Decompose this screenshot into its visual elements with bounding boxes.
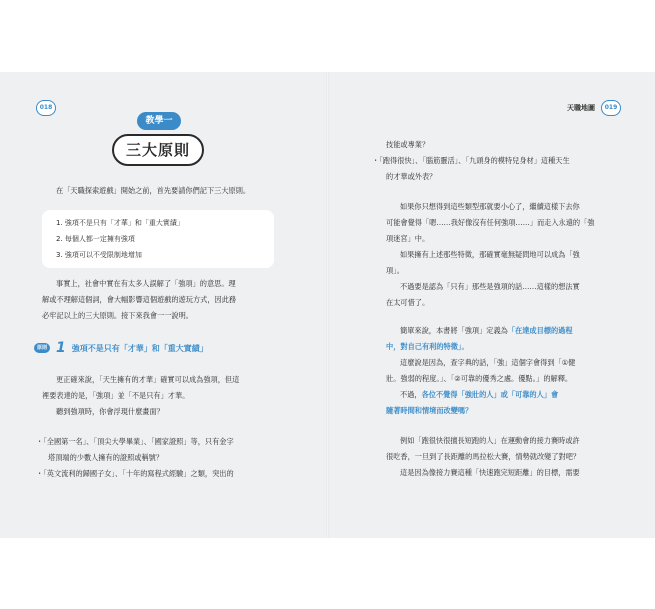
paragraph-line: 項」。 xyxy=(386,266,404,275)
bullet-line: ・「英文流利的歸國子女」、「十年的寫程式經驗」之類，突出的 xyxy=(36,469,234,478)
section-heading xyxy=(34,340,208,356)
definition-text: 簡單來說，本書將「強項」定義為 xyxy=(400,326,508,335)
question-text: 不過， xyxy=(400,390,422,399)
rule-item: 2. 每個人都一定擁有強項 xyxy=(56,235,135,243)
lesson-title: 三大原則 xyxy=(112,134,204,166)
paragraph-line: 必牢記以上的三大原則。接下來我會一一說明。 xyxy=(42,311,193,320)
question-highlight: 各位不覺得「強壯的人」或「可靠的人」會 xyxy=(421,390,559,399)
paragraph-line: 技能或專業？ xyxy=(386,140,430,149)
section-badge: 原則 xyxy=(34,343,50,353)
rules-box xyxy=(42,210,274,268)
definition-highlight: 「在達成目標的過程 xyxy=(507,326,573,335)
paragraph-line: 不過要是認為「只有」那些是強項的話……這樣的想法實 xyxy=(400,282,580,291)
right-page-header: 天職地圖 xyxy=(567,104,595,112)
rule-item: 3. 強項可以不受限制地增加 xyxy=(56,251,142,259)
paragraph-line: 項迷宮」中。 xyxy=(386,234,430,243)
bullet-line: ・「跑得很快」、「腦筋靈活」、「九頭身的模特兒身材」這種天生 xyxy=(372,156,570,165)
definition-line xyxy=(400,323,573,338)
bullet-line: ・「全國第一名」、「頂尖大學畢業」、「國家證照」等，只有金字 xyxy=(36,437,234,446)
definition-text: 。 xyxy=(461,342,469,351)
paragraph-line: 例如「跑很快很擅長短跑的人」在運動會的接力賽時或許 xyxy=(400,436,580,445)
bullet-line: 的才華或外表？ xyxy=(386,172,437,181)
paragraph-line: 事實上，社會中實在有太多人誤解了「強項」的意思。理 xyxy=(56,279,236,288)
paragraph-line: 壯。強弱的程度。」、「②可靠的優秀之處。優點。」的解釋。 xyxy=(386,374,573,383)
paragraph-line: 更正確來說，「天生擁有的才華」確實可以成為強項，但這 xyxy=(56,375,240,384)
intro-text: 在「天職探索遊戲」開始之前，首先要請你們記下三大原則。 xyxy=(56,186,251,195)
paragraph-line: 可能會覺得「嗯……我好像沒有任何強項……」而走入永遠的「強 xyxy=(386,218,595,227)
lesson-badge: 教學一 xyxy=(137,112,181,130)
section-number: 1 xyxy=(56,340,66,356)
left-page-number: 018 xyxy=(36,100,56,116)
paragraph-line: 這是因為像接力賽這種「快速跑完短距離」的目標，需要 xyxy=(400,468,580,477)
paragraph-line: 如果擁有上述那些特徵，那確實毫無疑問地可以成為「強 xyxy=(400,250,580,259)
paragraph-line: 很吃香，一旦到了長距離的馬拉松大賽，情勢就改變了對吧？ xyxy=(386,452,581,461)
paragraph-line: 裡要表達的是，「強項」並「不是只有」才華。 xyxy=(42,391,190,400)
right-page-number: 019 xyxy=(601,100,621,116)
section-title: 強項不是只有「才華」和「重大實績」 xyxy=(71,343,208,353)
book-gutter xyxy=(326,72,329,538)
paragraph-line: 這麼說是因為，查字典的話，「強」這個字會得到「①健 xyxy=(400,358,576,367)
paragraph-line: 在太可惜了。 xyxy=(386,298,430,307)
paragraph-line: 如果你只想得到這些類型那就要小心了，繼續這樣下去你 xyxy=(400,202,580,211)
paragraph-line: 解或不理解這個詞，會大幅影響這個遊戲的遊玩方式，因此務 xyxy=(42,295,237,304)
definition-line xyxy=(386,339,469,354)
question-line xyxy=(400,387,558,402)
paragraph-line: 聽到強項時，你會浮現什麼畫面？ xyxy=(56,407,164,416)
bullet-line: 塔頂端的少數人擁有的證照或稱號？ xyxy=(48,453,164,462)
question-line xyxy=(386,403,472,418)
question-highlight: 隨著時間和情境而改變嗎？ xyxy=(386,406,473,415)
definition-highlight: 中，對自己有利的特徵」 xyxy=(386,342,462,351)
rule-item: 1. 強項不是只有「才華」和「重大實績」 xyxy=(56,219,184,227)
